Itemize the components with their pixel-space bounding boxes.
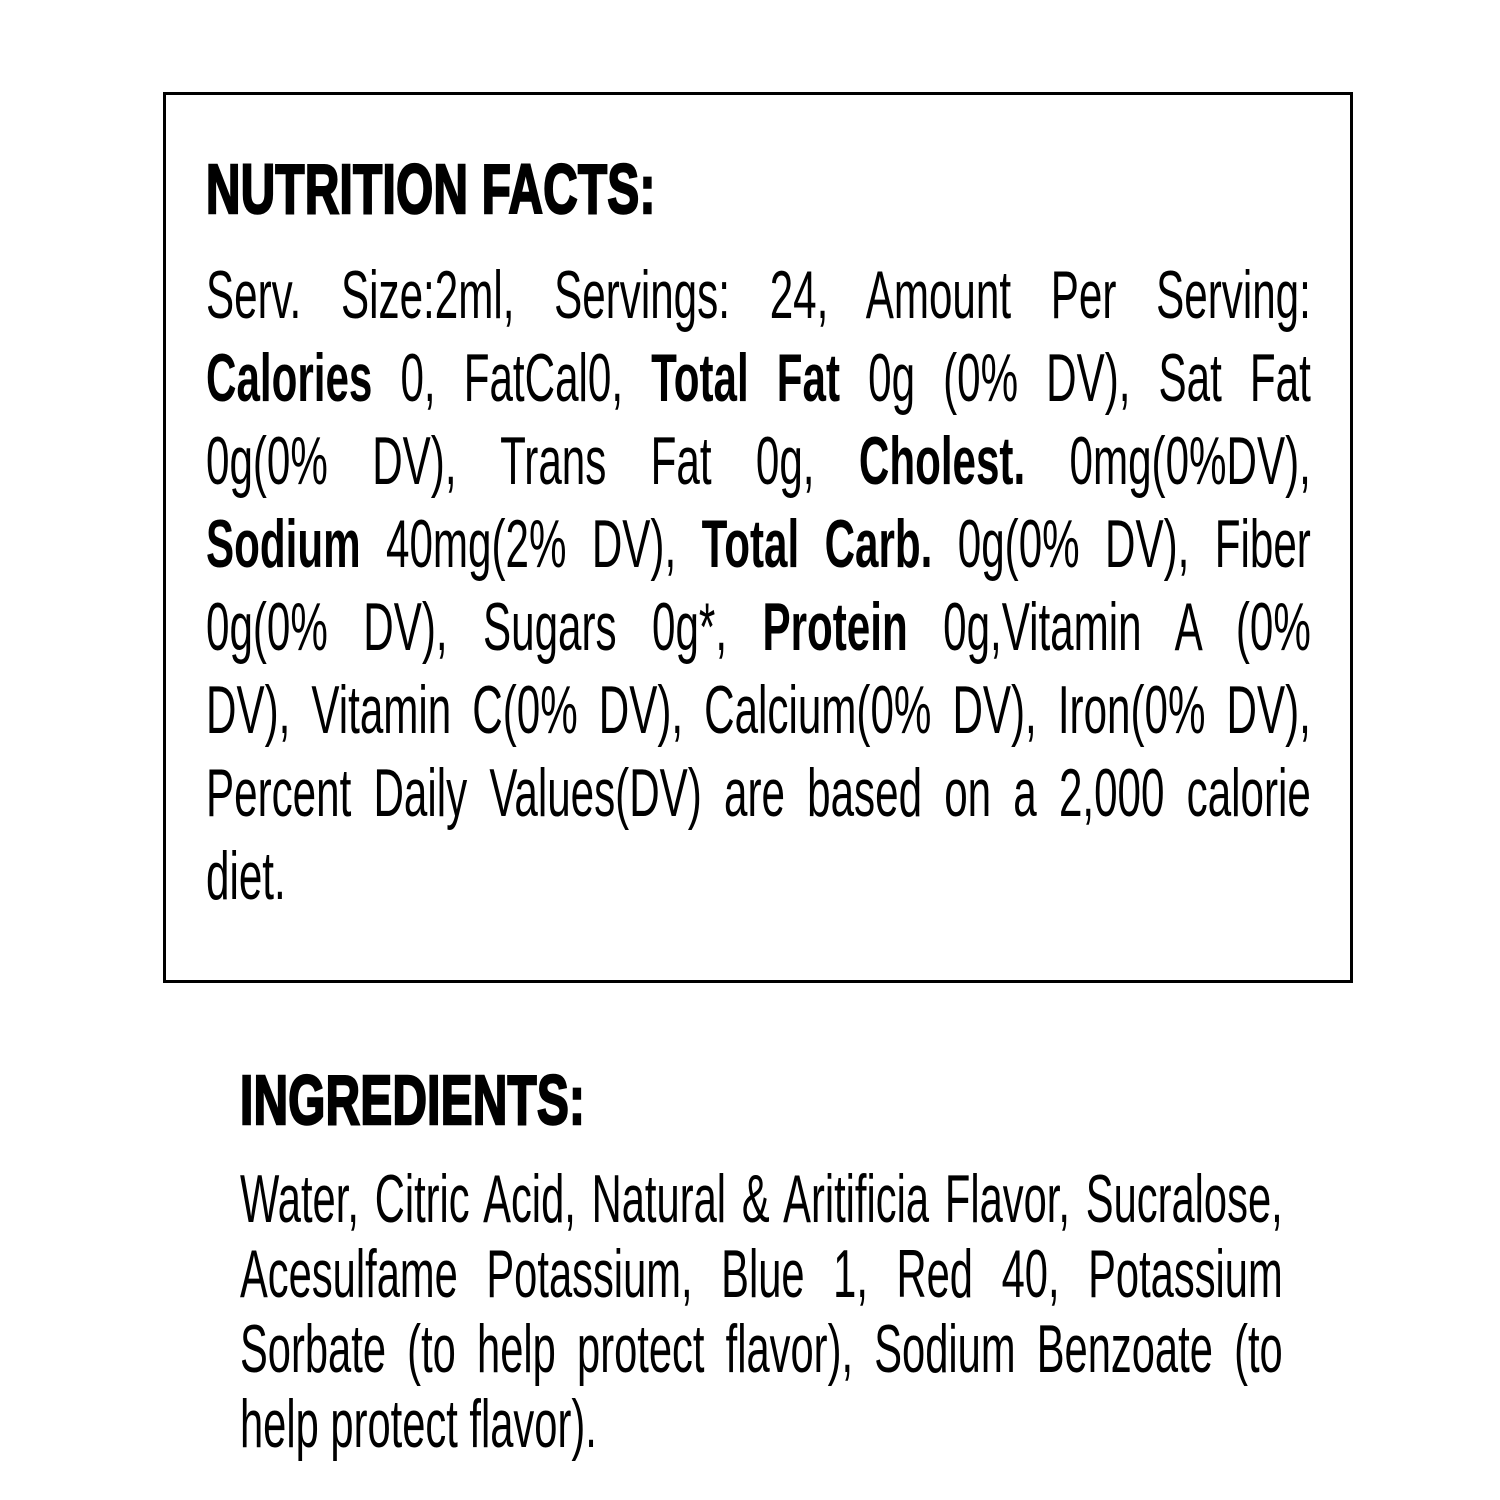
text-segment: Percent Daily Values(DV) are based on a 2,000 calorie: [206, 755, 1311, 831]
text-line: [240, 1312, 1283, 1387]
text-segment: 0mg(0%DV),: [1025, 423, 1311, 499]
text-segment: 0g,Vitamin A (0%: [907, 589, 1311, 665]
text-segment: Sorbate (to help protect flavor), Sodium Benzoate (to: [240, 1311, 1283, 1387]
text-segment: Serv. Size:2ml, Servings: 24, Amount Per Serving:: [206, 257, 1311, 333]
text-segment: 0, FatCal0,: [372, 340, 652, 416]
text-segment: Acesulfame Potassium, Blue 1, Red 40, Potassium: [240, 1236, 1283, 1312]
text-line: [240, 1237, 1283, 1312]
bold-text-segment: Cholest.: [858, 423, 1026, 499]
text-segment: 0g (0% DV), Sat Fat: [840, 340, 1311, 416]
bold-text-segment: Calories: [206, 340, 373, 416]
text-segment: Water, Citric Acid, Natural & Aritificia Flavor, Sucralose,: [240, 1161, 1283, 1237]
text-segment: 40mg(2% DV),: [360, 506, 702, 582]
bold-text-segment: Total Carb.: [701, 506, 933, 582]
nutrition-facts-panel: [163, 92, 1353, 983]
nutrition-facts-body: [206, 254, 1311, 918]
bold-text-segment: Sodium: [206, 506, 361, 582]
text-line: [240, 1162, 1283, 1237]
ingredients-title: INGREDIENTS:: [240, 1061, 586, 1139]
text-segment: 0g(0% DV), Fiber: [932, 506, 1311, 582]
text-line: [206, 835, 1311, 918]
text-line: [206, 337, 1311, 420]
text-segment: 0g(0% DV), Trans Fat 0g,: [206, 423, 859, 499]
text-line: [206, 669, 1311, 752]
text-segment: diet.: [206, 838, 286, 914]
bold-text-segment: Protein: [762, 589, 908, 665]
text-segment: DV), Vitamin C(0% DV), Calcium(0% DV), Iron(0% DV),: [206, 672, 1311, 748]
bold-text-segment: Total Fat: [651, 340, 841, 416]
nutrition-facts-title: NUTRITION FACTS:: [206, 150, 656, 228]
text-line: [206, 254, 1311, 337]
text-segment: help protect flavor).: [240, 1386, 597, 1462]
text-line: [206, 503, 1311, 586]
text-line: [206, 752, 1311, 835]
text-segment: 0g(0% DV), Sugars 0g*,: [206, 589, 763, 665]
text-line: [206, 420, 1311, 503]
text-line: [240, 1387, 1283, 1462]
text-line: [206, 586, 1311, 669]
ingredients-body: [240, 1162, 1283, 1462]
